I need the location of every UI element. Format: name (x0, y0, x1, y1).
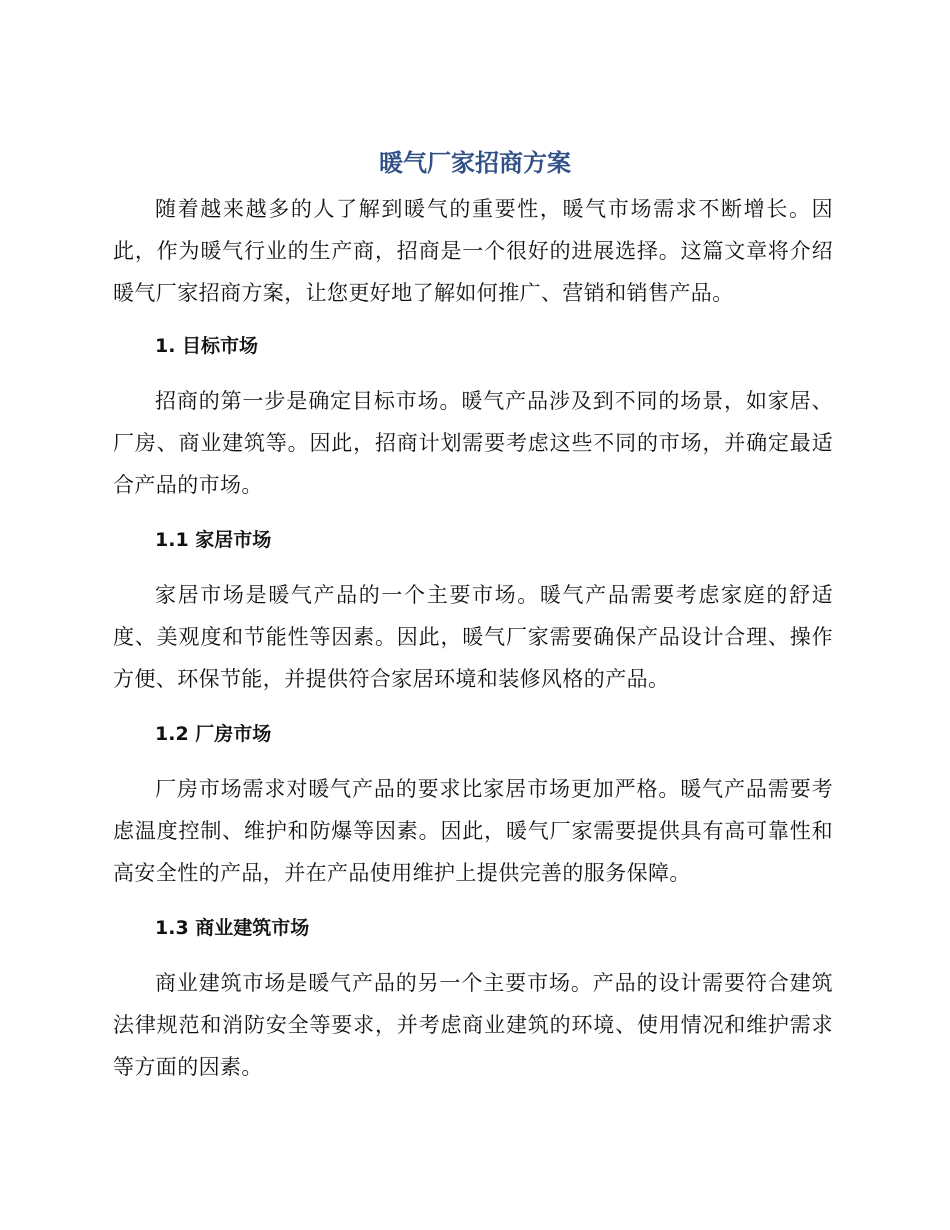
section-body-home-market: 家居市场是暖气产品的一个主要市场。暖气产品需要考虑家庭的舒适度、美观度和节能性等因素。因此，暖气厂家需要确保产品设计合理、操作方便、环保节能，并提供符合家居环境和装修风格的产品。 (113, 583, 833, 691)
document-title: 暖气厂家招商方案 (379, 149, 571, 177)
section-heading-home-market: 1.1 家居市场 (155, 529, 272, 551)
section-body-factory-market: 厂房市场需求对暖气产品的要求比家居市场更加严格。暖气产品需要考虑温度控制、维护和防爆等因素。因此，暖气厂家需要提供具有高可靠性和高安全性的产品，并在产品使用维护上提供完善的服务保障。 (113, 777, 833, 885)
section-heading-target-market: 1. 目标市场 (155, 335, 259, 357)
section-heading-factory-market: 1.2 厂房市场 (155, 723, 272, 745)
section-heading-commercial-market: 1.3 商业建筑市场 (155, 917, 310, 939)
section-body-commercial-market: 商业建筑市场是暖气产品的另一个主要市场。产品的设计需要符合建筑法律规范和消防安全等要求，并考虑商业建筑的环境、使用情况和维护需求等方面的因素。 (113, 971, 833, 1079)
intro-paragraph: 随着越来越多的人了解到暖气的重要性，暖气市场需求不断增长。因此，作为暖气行业的生产商，招商是一个很好的进展选择。这篇文章将介绍暖气厂家招商方案，让您更好地了解如何推广、营销和销售产品。 (113, 197, 833, 305)
section-body-target-market: 招商的第一步是确定目标市场。暖气产品涉及到不同的场景，如家居、厂房、商业建筑等。因此，招商计划需要考虑这些不同的市场，并确定最适合产品的市场。 (113, 389, 833, 497)
